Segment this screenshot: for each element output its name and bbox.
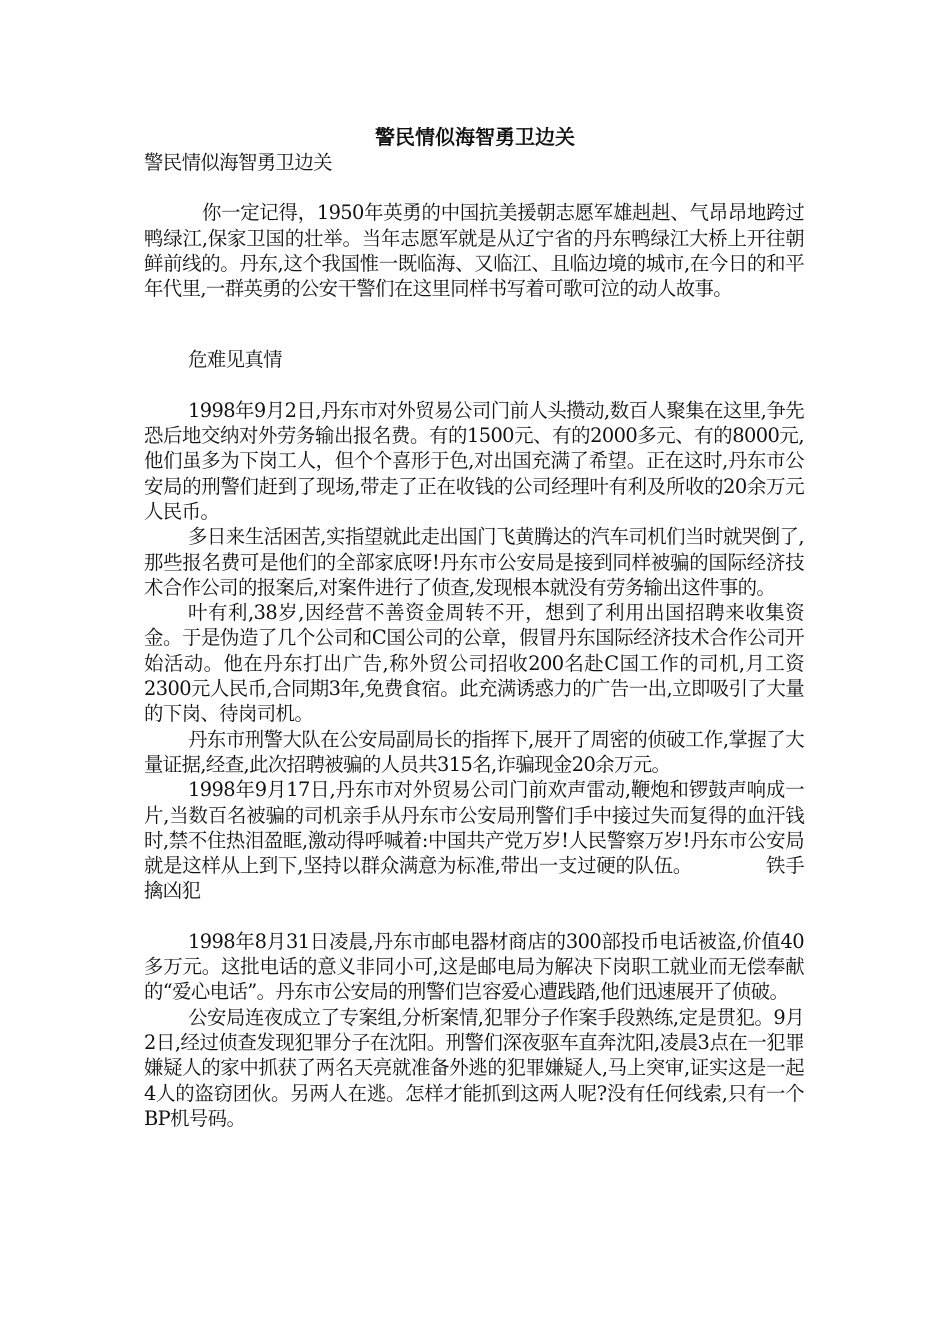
section-heading-1: 危难见真情 <box>188 348 282 372</box>
paragraph: 1998年9月2日,丹东市对外贸易公司门前人头攒动,数百人聚集在这里,争先恐后地交纳对外劳务输出报名费。有的1500元、有的2000多元、有的8000元,他们虽多为下岗工人，但个个喜形于色,对出国充满了希望。正在这时,丹东市公安局的刑警们赶到了现场,带走了正在收钱的公司经理叶有利及所收的20余万元人民币。 <box>144 398 804 523</box>
paragraph: 公安局连夜成立了专案组,分析案情,犯罪分子作案手段熟练,定是贯犯。9月2日,经过侦查发现犯罪分子在沈阳。刑警们深夜驱车直奔沈阳,凌晨3点在一犯罪嫌疑人的家中抓获了两名天亮就准备外逃的犯罪嫌疑人,马上突审,证实这是一起4人的盗窃团伙。另两人在逃。怎样才能抓到这两人呢?没有任何线索,只有一个BP机号码。 <box>144 1005 804 1130</box>
paragraph: 1998年8月31日凌晨,丹东市邮电器材商店的300部投币电话被盗,价值40多万元。这批电话的意义非同小可,这是邮电局为解决下岗职工就业而无偿奉献的“爱心电话”。丹东市公安局的刑警们岂容爱心遭践踏,他们迅速展开了侦破。 <box>144 929 804 1004</box>
paragraph: 丹东市刑警大队在公安局副局长的指挥下,展开了周密的侦破工作,掌握了大量证据,经查,此次招聘被骗的人员共315名,诈骗现金20余万元。 <box>144 727 804 776</box>
article-body <box>144 150 804 1131</box>
paragraph-text: 1998年9月17日,丹东市对外贸易公司门前欢声雷动,鞭炮和锣鼓声响成一片,当数百名被骗的司机亲手从丹东市公安局刑警们手中接过失而复得的血汗钱时,禁不住热泪盈眶,激动得呼喊着:中国共产党万岁!人民警察万岁!丹东市公安局就是这样从上到下,坚持以群众满意为标准,带出一支过硬的队伍。 <box>144 778 804 878</box>
intro-paragraph: 你一定记得，1950年英勇的中国抗美援朝志愿军雄赳赳、气昂昂地跨过鸭绿江,保家卫国的壮举。当年志愿军就是从辽宁省的丹东鸭绿江大桥上开往朝鲜前线的。丹东,这个我国惟一既临海、又临江、且临边境的城市,在今日的和平年代里,一群英勇的公安干警们在这里同样书写着可歌可泣的动人故事。 <box>144 201 804 301</box>
section-heading-2: 铁手擒凶犯 <box>144 854 804 903</box>
paragraph-with-heading <box>144 777 804 903</box>
paragraph: 叶有利,38岁,因经营不善资金周转不开，想到了利用出国招聘来收集资金。于是伪造了几个公司和C国公司的公章，假冒丹东国际经济技术合作公司开始活动。他在丹东打出广告,称外贸公司招收200名赴C国工作的司机,月工资2300元人民币,合同期3年,免费食宿。此充满诱惑力的广告一出,立即吸引了大量的下岗、待岗司机。 <box>144 601 804 726</box>
paragraph: 多日来生活困苦,实指望就此走出国门飞黄腾达的汽车司机们当时就哭倒了,那些报名费可是他们的全部家底呀!丹东市公安局是接到同样被骗的国际经济技术合作公司的报案后,对案件进行了侦查,发现根本就没有劳务输出这件事的。 <box>144 525 804 599</box>
document-title: 警民情似海智勇卫边关 <box>375 125 575 149</box>
article-subtitle: 警民情似海智勇卫边关 <box>144 151 332 174</box>
